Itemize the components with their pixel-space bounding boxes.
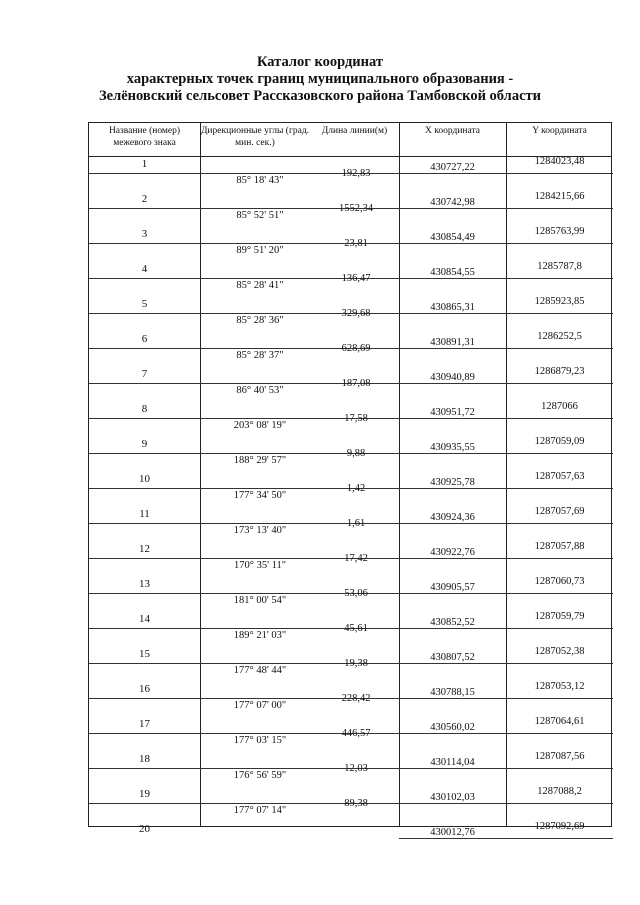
point-row	[89, 191, 200, 226]
point-number: 7	[141, 368, 148, 380]
y-coordinate: 1287092,69	[534, 821, 585, 832]
point-number: 10	[139, 473, 150, 485]
segment-row	[200, 693, 399, 716]
x-coordinate: 430951,72	[430, 407, 475, 418]
row-divider	[399, 593, 613, 594]
row-divider	[399, 348, 613, 349]
line-length: 89,38	[344, 798, 368, 809]
row-divider	[399, 803, 613, 804]
row-divider	[89, 208, 200, 209]
line-length: 53,06	[344, 588, 368, 599]
point-row	[89, 296, 200, 331]
row-divider	[89, 733, 200, 734]
line-length: 329,68	[341, 308, 371, 319]
direction-angle: 177° 07' 14"	[233, 805, 287, 816]
row-divider	[399, 768, 613, 769]
row-divider	[399, 383, 613, 384]
header-x: X координата	[425, 126, 480, 136]
point-row	[89, 541, 200, 576]
x-coordinate: 430940,89	[430, 372, 475, 383]
direction-angle: 177° 07' 00"	[233, 700, 287, 711]
direction-angle: 181° 00' 54"	[233, 595, 287, 606]
segment-row	[200, 308, 399, 331]
line-length: 12,03	[344, 763, 368, 774]
point-row	[89, 576, 200, 611]
point-row	[89, 401, 200, 436]
coordinate-row	[399, 541, 613, 576]
line-length: 187,08	[341, 378, 371, 389]
segment-row	[200, 798, 399, 821]
line-length: 45,61	[344, 623, 368, 634]
point-row	[89, 366, 200, 401]
y-coordinate: 1287057,63	[534, 471, 585, 482]
row-divider	[89, 698, 200, 699]
x-coordinate: 430807,52	[430, 652, 475, 663]
segment-row	[200, 413, 399, 436]
direction-angle: 177° 34' 50"	[233, 490, 287, 501]
point-row	[89, 716, 200, 751]
y-coordinate: 1287088,2	[537, 786, 582, 797]
coordinate-row	[399, 611, 613, 646]
y-coordinate: 1287060,73	[534, 576, 585, 587]
row-divider	[399, 628, 613, 629]
y-coordinate: 1285787,8	[537, 261, 582, 272]
x-coordinate: 430854,55	[430, 267, 475, 278]
point-number: 9	[141, 438, 148, 450]
row-divider	[399, 488, 613, 489]
point-number: 15	[139, 648, 150, 660]
point-row	[89, 226, 200, 261]
point-row	[89, 331, 200, 366]
segment-row	[200, 623, 399, 646]
point-row	[89, 786, 200, 821]
row-divider	[89, 348, 200, 349]
row-divider	[399, 173, 613, 174]
y-coordinate: 1285763,99	[534, 226, 585, 237]
row-divider	[399, 243, 613, 244]
y-coordinate: 1287059,09	[534, 436, 585, 447]
point-number: 19	[139, 788, 150, 800]
x-coordinate: 430114,04	[430, 757, 475, 768]
document-subtitle-line1: характерных точек границ муниципального образования -	[126, 71, 514, 87]
point-row	[89, 506, 200, 541]
point-row	[89, 436, 200, 471]
coordinates-table	[88, 122, 612, 838]
x-coordinate: 430852,52	[430, 617, 475, 628]
point-row	[89, 751, 200, 786]
line-length: 628,69	[341, 343, 371, 354]
row-divider	[89, 383, 200, 384]
x-coordinate: 430854,49	[430, 232, 475, 243]
line-length: 19,38	[344, 658, 368, 669]
point-number: 4	[141, 263, 148, 275]
segment-row	[200, 168, 399, 191]
coordinate-row	[399, 576, 613, 611]
point-number: 3	[141, 228, 148, 240]
y-coordinate: 1287052,38	[534, 646, 585, 657]
coordinate-row	[399, 401, 613, 436]
y-coordinate: 1287066	[541, 401, 578, 412]
segment-row	[200, 273, 399, 296]
point-number: 11	[139, 508, 150, 520]
row-divider	[89, 278, 200, 279]
x-coordinate: 430742,98	[430, 197, 475, 208]
row-divider	[89, 628, 200, 629]
segment-row	[200, 553, 399, 576]
row-divider	[89, 663, 200, 664]
row-divider	[399, 278, 613, 279]
coordinate-row	[399, 436, 613, 471]
segment-row	[200, 763, 399, 786]
segment-row	[200, 518, 399, 541]
point-number: 12	[139, 543, 150, 555]
direction-angle: 86° 40' 53"	[236, 385, 284, 396]
segment-row	[200, 238, 399, 261]
x-coordinate: 430924,36	[430, 512, 475, 523]
point-row	[89, 646, 200, 681]
point-number: 20	[139, 823, 150, 835]
direction-angle: 188° 29' 57"	[233, 455, 287, 466]
direction-angle: 177° 03' 15"	[233, 735, 287, 746]
direction-angle: 85° 18' 43"	[236, 175, 284, 186]
coordinate-row	[399, 716, 613, 751]
segment-row	[200, 483, 399, 506]
x-coordinate: 430922,76	[430, 547, 475, 558]
coordinate-row	[399, 751, 613, 786]
coordinate-row	[399, 226, 613, 261]
direction-angle: 85° 28' 36"	[236, 315, 284, 326]
line-length: 446,57	[341, 728, 371, 739]
row-divider	[399, 663, 613, 664]
direction-angle: 89° 51' 20"	[236, 245, 284, 256]
y-coordinate: 1286252,5	[537, 331, 582, 342]
point-number: 14	[139, 613, 150, 625]
y-coordinate: 1287064,61	[534, 716, 585, 727]
direction-angle: 189° 21' 03"	[233, 630, 287, 641]
segment-row	[200, 203, 399, 226]
coordinate-row	[399, 646, 613, 681]
coordinate-row	[399, 681, 613, 716]
point-number: 8	[141, 403, 148, 415]
direction-angle: 85° 52' 51"	[236, 210, 284, 221]
y-coordinate: 1286879,23	[534, 366, 585, 377]
direction-angle: 203° 08' 19"	[233, 420, 287, 431]
point-number: 18	[139, 753, 150, 765]
coordinate-row	[399, 471, 613, 506]
direction-angle: 85° 28' 37"	[236, 350, 284, 361]
row-divider	[89, 488, 200, 489]
point-number: 13	[139, 578, 150, 590]
direction-angle: 173° 13' 40"	[233, 525, 287, 536]
segment-row	[200, 343, 399, 366]
point-number: 16	[139, 683, 150, 695]
y-coordinate: 1284023,48	[534, 156, 585, 167]
coordinate-row	[399, 296, 613, 331]
point-number: 2	[141, 193, 148, 205]
row-divider	[89, 173, 200, 174]
segment-row	[200, 448, 399, 471]
line-length: 136,47	[341, 273, 371, 284]
x-coordinate: 430102,03	[430, 792, 475, 803]
coordinate-row	[399, 786, 613, 821]
segment-row	[200, 728, 399, 751]
line-length: 1552,34	[338, 203, 374, 214]
x-coordinate: 430905,57	[430, 582, 475, 593]
header-name: Название (номер) межевого знака	[108, 126, 181, 148]
line-length: 9,88	[346, 448, 366, 459]
document-subtitle-line2: Зелёновский сельсовет Рассказовского района Тамбовской области	[99, 88, 541, 104]
y-coordinate: 1285923,85	[534, 296, 585, 307]
y-coordinate: 1287057,69	[534, 506, 585, 517]
segment-row	[200, 658, 399, 681]
x-coordinate: 430925,78	[430, 477, 475, 488]
segment-row	[200, 378, 399, 401]
line-length: 1,61	[346, 518, 366, 529]
point-row	[89, 471, 200, 506]
row-divider	[399, 313, 613, 314]
y-coordinate: 1287059,79	[534, 611, 585, 622]
row-divider	[399, 208, 613, 209]
row-divider	[89, 453, 200, 454]
x-coordinate: 430788,15	[430, 687, 475, 698]
point-number: 6	[141, 333, 148, 345]
direction-angle: 177° 48' 44"	[233, 665, 287, 676]
column-divider	[200, 123, 201, 826]
row-divider	[89, 803, 200, 804]
row-divider	[89, 243, 200, 244]
point-row	[89, 611, 200, 646]
point-row	[89, 821, 200, 856]
row-divider	[89, 418, 200, 419]
x-coordinate: 430560,02	[430, 722, 475, 733]
line-length: 23,81	[344, 238, 368, 249]
coordinate-row	[399, 331, 613, 366]
point-row	[89, 261, 200, 296]
header-length: Длина линии(м)	[321, 126, 388, 136]
x-coordinate: 430935,55	[430, 442, 475, 453]
row-divider	[399, 838, 613, 839]
direction-angle: 170° 35' 11"	[234, 560, 286, 571]
line-length: 1,42	[346, 483, 366, 494]
row-divider	[399, 698, 613, 699]
segment-row	[200, 588, 399, 611]
coordinate-row	[399, 191, 613, 226]
direction-angle: 85° 28' 41"	[236, 280, 284, 291]
coordinate-row	[399, 366, 613, 401]
coordinate-row	[399, 156, 613, 191]
row-divider	[399, 418, 613, 419]
x-coordinate: 430891,31	[430, 337, 475, 348]
row-divider	[399, 453, 613, 454]
row-divider	[399, 733, 613, 734]
line-length: 228,42	[341, 693, 371, 704]
point-number: 5	[141, 298, 148, 310]
y-coordinate: 1284215,66	[534, 191, 585, 202]
x-coordinate: 430727,22	[430, 162, 475, 173]
y-coordinate: 1287053,12	[534, 681, 585, 692]
header-y: Y координата	[532, 126, 587, 136]
line-length: 17,58	[344, 413, 368, 424]
header-angle: Дирекционные углы (град. мин. сек.)	[200, 126, 310, 148]
row-divider	[89, 768, 200, 769]
coordinate-row	[399, 506, 613, 541]
document-title: Каталог координат	[256, 54, 384, 70]
y-coordinate: 1287087,56	[534, 751, 585, 762]
x-coordinate: 430865,31	[430, 302, 475, 313]
y-coordinate: 1287057,88	[534, 541, 585, 552]
direction-angle: 176° 56' 59"	[233, 770, 287, 781]
row-divider	[89, 313, 200, 314]
x-coordinate: 430012,76	[430, 827, 475, 838]
line-length: 192,83	[341, 168, 371, 179]
coordinate-row	[399, 821, 613, 856]
point-row	[89, 156, 200, 191]
row-divider	[399, 523, 613, 524]
row-divider	[89, 558, 200, 559]
point-row	[89, 681, 200, 716]
line-length: 17,42	[344, 553, 368, 564]
row-divider	[399, 558, 613, 559]
point-number: 17	[139, 718, 150, 730]
row-divider	[89, 523, 200, 524]
row-divider	[89, 593, 200, 594]
point-number: 1	[141, 158, 148, 170]
coordinate-row	[399, 261, 613, 296]
